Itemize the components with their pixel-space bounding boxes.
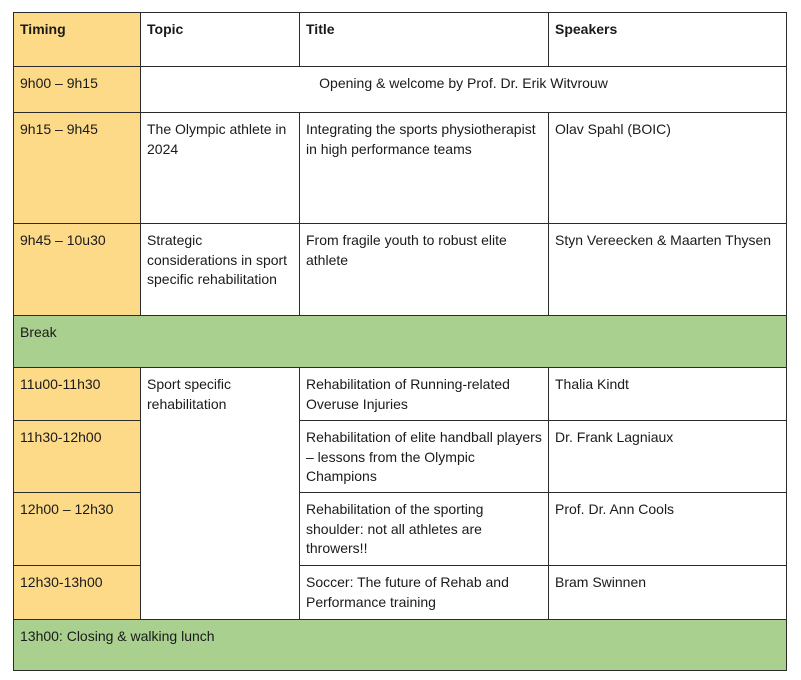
opening-cell: Opening & welcome by Prof. Dr. Erik Witvrouw [141,67,787,113]
timing-cell: 11h30-12h00 [14,421,141,493]
table-row-strategic [14,224,787,316]
speakers-cell: Olav Spahl (BOIC) [549,113,787,224]
speakers-cell: Thalia Kindt [549,368,787,421]
timing-cell: 9h15 – 9h45 [14,113,141,224]
topic-cell: Sport specific rehabilitation [141,368,300,620]
header-timing: Timing [14,13,141,67]
table-row-opening [14,67,787,113]
timing-cell: 11u00-11h30 [14,368,141,421]
topic-cell: The Olympic athlete in 2024 [141,113,300,224]
timing-cell: 12h30-13h00 [14,566,141,620]
timing-cell: 12h00 – 12h30 [14,493,141,566]
agenda-table [13,12,787,671]
speakers-cell: Dr. Frank Lagniaux [549,421,787,493]
timing-cell: 9h45 – 10u30 [14,224,141,316]
timing-cell: 9h00 – 9h15 [14,67,141,113]
header-topic: Topic [141,13,300,67]
speakers-cell: Prof. Dr. Ann Cools [549,493,787,566]
header-speakers: Speakers [549,13,787,67]
title-cell: Soccer: The future of Rehab and Performance training [300,566,549,620]
table-row-closing [14,620,787,671]
closing-cell: 13h00: Closing & walking lunch [14,620,787,671]
table-row-handball [14,421,787,493]
title-cell: Integrating the sports physiotherapist in high performance teams [300,113,549,224]
table-row-running [14,368,787,421]
title-cell: Rehabilitation of Running-related Overuse Injuries [300,368,549,421]
header-title: Title [300,13,549,67]
table-row-olympic [14,113,787,224]
topic-cell: Strategic considerations in sport specific rehabilitation [141,224,300,316]
title-cell: From fragile youth to robust elite athlete [300,224,549,316]
speakers-cell: Styn Vereecken & Maarten Thysen [549,224,787,316]
speakers-cell: Bram Swinnen [549,566,787,620]
title-cell: Rehabilitation of the sporting shoulder: not all athletes are throwers!! [300,493,549,566]
table-row-shoulder [14,493,787,566]
table-row-soccer [14,566,787,620]
title-cell: Rehabilitation of elite handball players – lessons from the Olympic Champions [300,421,549,493]
break-cell: Break [14,316,787,368]
header-row [14,13,787,67]
table-row-break [14,316,787,368]
